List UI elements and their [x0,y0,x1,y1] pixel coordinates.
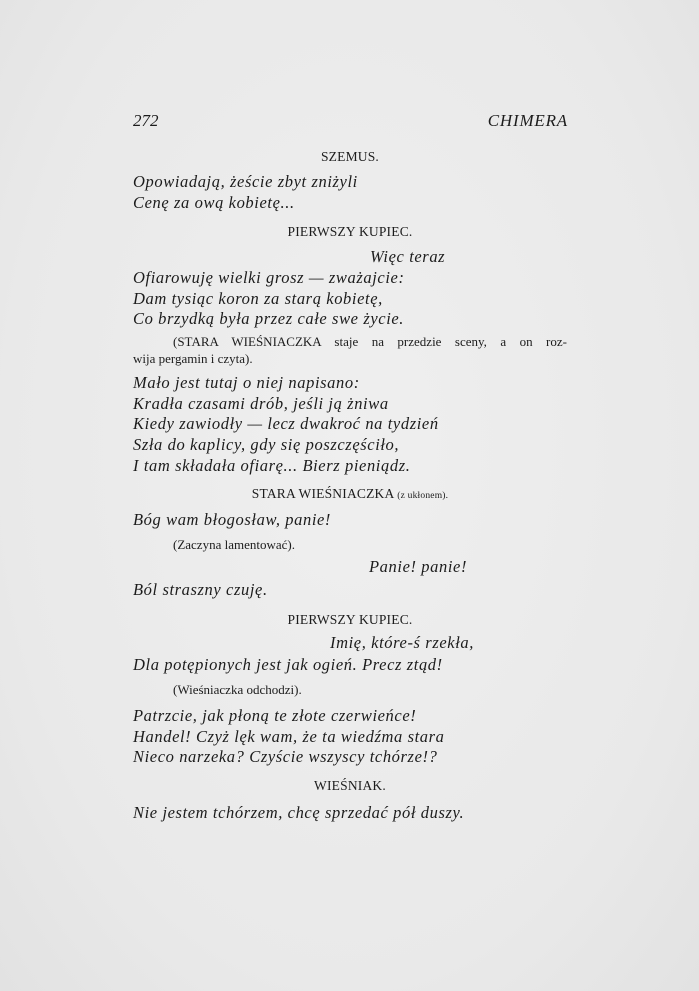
speaker-label: STARA WIEŚNIACZKA [251,486,394,501]
verse-line: Panie! panie! [369,557,468,576]
verse-line: Bóg wam błogosław, panie! [133,510,332,529]
verse-line: Handel! Czyż lęk wam, że ta wiedźma stara [133,727,445,746]
running-title: CHIMERA [487,111,568,130]
speaker-name: SZEMUS. [320,149,380,164]
verse-line: Ból straszny czuję. [133,580,268,599]
speaker-name: PIERWSZY KUPIEC. [287,224,413,239]
verse-line: Ofiarowuję wielki grosz — zważajcie: [133,268,405,287]
page-number: 272 [133,111,159,130]
verse-line: I tam składała ofiarę... Bierz pieniądz. [133,456,411,475]
speaker-name: PIERWSZY KUPIEC. [287,612,413,627]
verse-line: Kiedy zawiodły — lecz dwakroć na tydzień [133,414,439,433]
stage-direction: (Zaczyna lamentować). [173,537,295,552]
verse-line: Kradła czasami drób, jeśli ją żniwa [133,394,389,413]
stage-direction: wija pergamin i czyta). [133,351,253,366]
speaker-note: (z ukłonem). [397,491,449,501]
verse-line: Cenę za ową kobietę... [133,193,295,212]
verse-line: Nie jestem tchórzem, chcę sprzedać pół duszy. [133,803,465,822]
verse-line: Mało jest tutaj o niej napisano: [133,373,360,392]
verse-line: Dam tysiąc koron za starą kobietę, [133,289,383,308]
verse-line: Imię, które-ś rzekła, [330,633,474,652]
verse-line: Co brzydką była przez całe swe życie. [133,309,405,328]
verse-line: Patrzcie, jak płoną te złote czerwieńce! [133,706,417,725]
speaker-name: WIEŚNIAK. [314,778,386,793]
verse-line: Dla potępionych jest jak ogień. Precz ztąd! [133,655,443,674]
verse-line: Więc teraz [370,247,446,266]
verse-line: Szła do kaplicy, gdy się poszczęściło, [133,435,400,454]
stage-direction: (STARA WIEŚNIACZKA staje na przedzie sceny, a on roz- [173,334,567,349]
stage-direction: (Wieśniaczka odchodzi). [173,682,302,697]
verse-line: Opowiadają, żeście zbyt zniżyli [133,172,358,191]
verse-line: Nieco narzeka? Czyście wszyscy tchórze!? [133,747,438,766]
speaker-name [133,484,567,506]
